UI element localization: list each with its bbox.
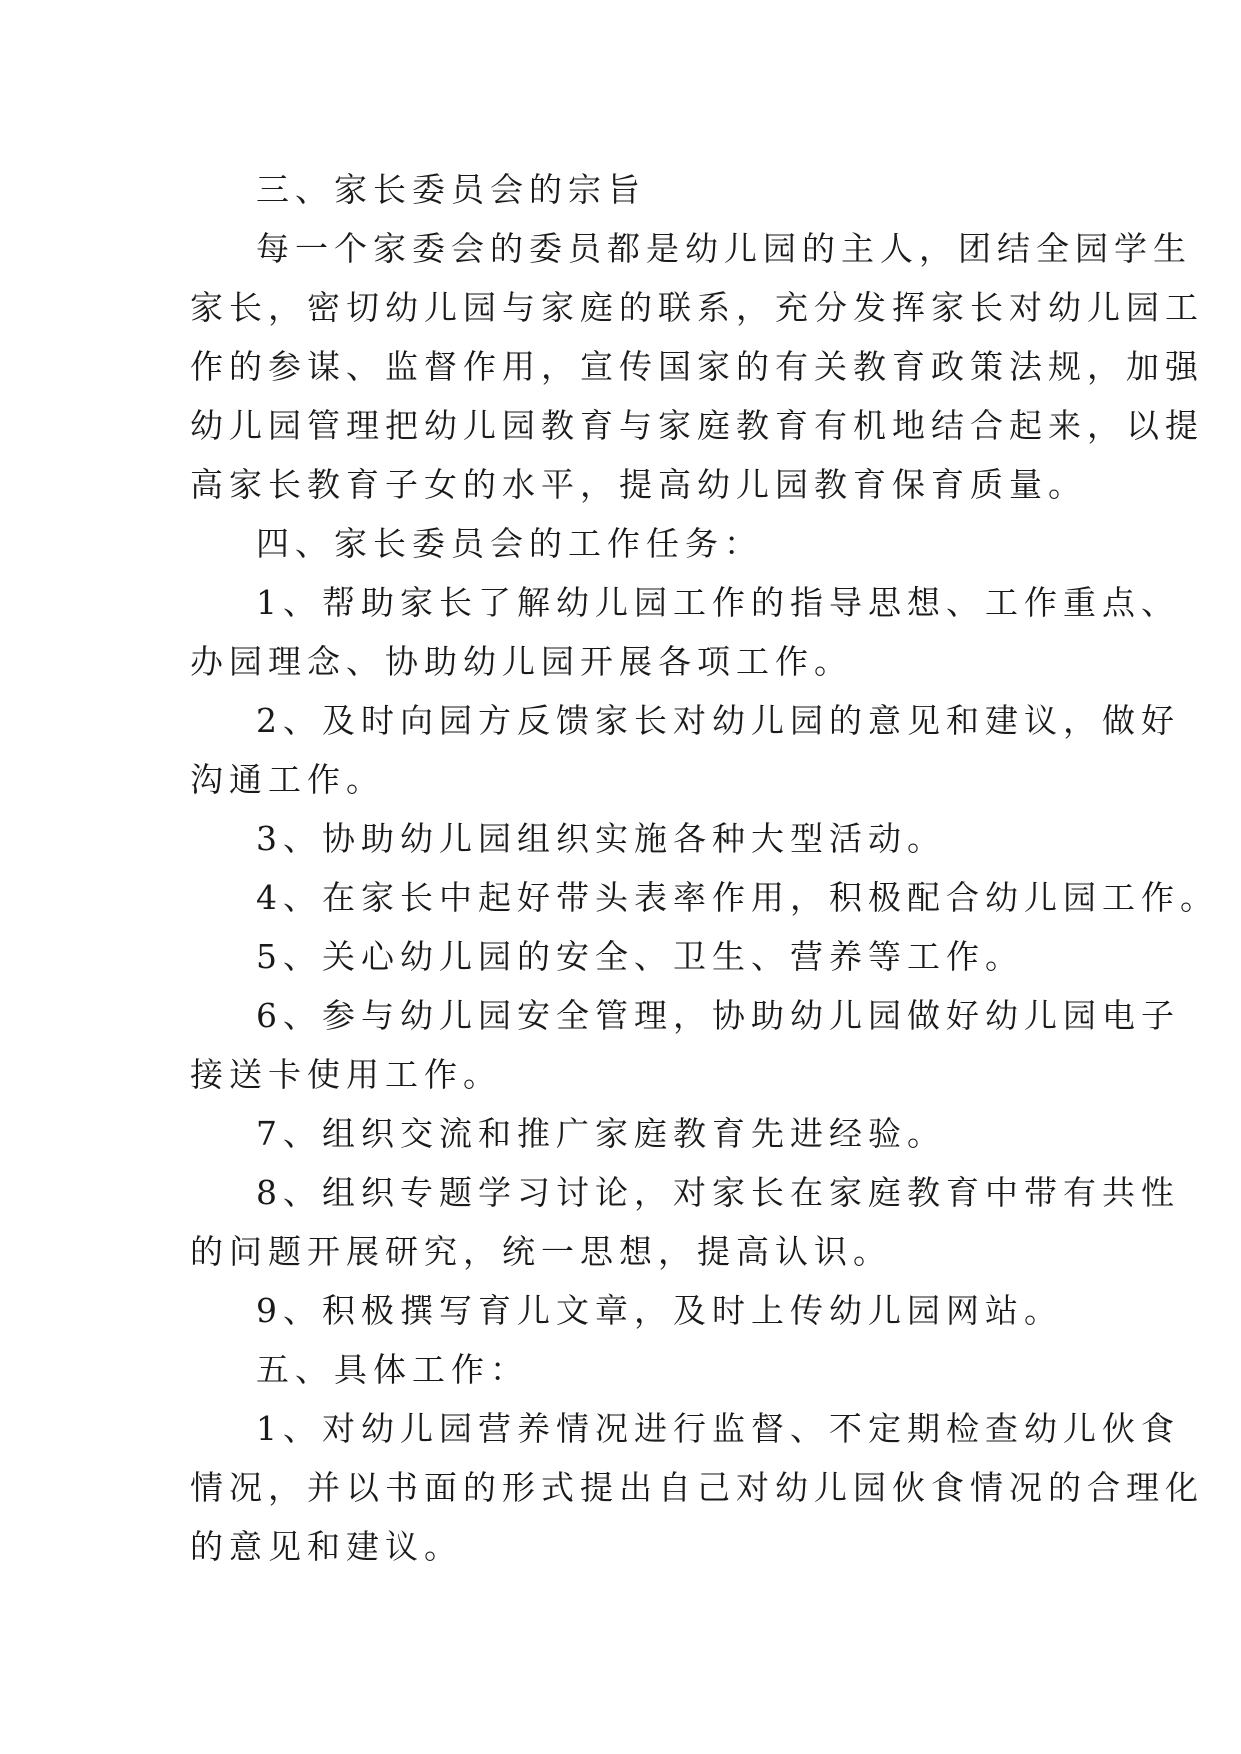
- paragraph: [190, 160, 1070, 219]
- paragraph-first-line: 7、组织交流和推广家庭教育先进经验。: [256, 1114, 946, 1153]
- paragraph-first-line: 每一个家委会的委员都是幼儿园的主人，团结全园学生: [256, 229, 1192, 268]
- paragraph-line: 沟通工作。: [190, 760, 385, 799]
- paragraph-line: 接送卡使用工作。: [190, 1055, 502, 1094]
- document-body: [190, 160, 1219, 1576]
- paragraph-first-line: 四、家长委员会的工作任务：: [256, 524, 763, 563]
- paragraph: [190, 1104, 1070, 1163]
- paragraph-line: 的问题开展研究，统一思想，提高认识。: [190, 1232, 892, 1271]
- paragraph-first-line: 3、协助幼儿园组织实施各种大型活动。: [256, 819, 946, 858]
- paragraph-first-line: 1、对幼儿园营养情况进行监督、不定期检查幼儿伙食: [256, 1409, 1180, 1448]
- paragraph-line: 办园理念、协助幼儿园开展各项工作。: [190, 642, 853, 681]
- paragraph: [190, 868, 1219, 927]
- paragraph: [190, 219, 1204, 514]
- paragraph: [190, 573, 1180, 691]
- paragraph-first-line: 五、具体工作：: [256, 1350, 529, 1389]
- paragraph-first-line: 2、及时向园方反馈家长对幼儿园的意见和建议，做好: [256, 701, 1180, 740]
- paragraph-first-line: 1、帮助家长了解幼儿园工作的指导思想、工作重点、: [256, 583, 1180, 622]
- paragraph: [190, 1399, 1204, 1576]
- paragraph-line: 作的参谋、监督作用，宣传国家的有关教育政策法规，加强: [190, 347, 1204, 386]
- paragraph-line: 情况，并以书面的形式提出自己对幼儿园伙食情况的合理化: [190, 1468, 1204, 1507]
- paragraph-line: 的意见和建议。: [190, 1527, 463, 1566]
- paragraph-first-line: 9、积极撰写育儿文章，及时上传幼儿园网站。: [256, 1291, 1063, 1330]
- paragraph-first-line: 8、组织专题学习讨论，对家长在家庭教育中带有共性: [256, 1173, 1180, 1212]
- paragraph: [190, 986, 1180, 1104]
- paragraph-line: 高家长教育子女的水平，提高幼儿园教育保育质量。: [190, 465, 1087, 504]
- paragraph: [190, 514, 1070, 573]
- paragraph: [190, 1340, 1070, 1399]
- paragraph: [190, 1163, 1180, 1281]
- paragraph: [190, 927, 1070, 986]
- paragraph-first-line: 三、家长委员会的宗旨: [256, 170, 646, 209]
- paragraph-line: 幼儿园管理把幼儿园教育与家庭教育有机地结合起来，以提: [190, 406, 1204, 445]
- paragraph: [190, 809, 1070, 868]
- paragraph-first-line: 6、参与幼儿园安全管理，协助幼儿园做好幼儿园电子: [256, 996, 1180, 1035]
- paragraph: [190, 691, 1180, 809]
- paragraph-line: 家长，密切幼儿园与家庭的联系，充分发挥家长对幼儿园工: [190, 288, 1204, 327]
- paragraph-first-line: 5、关心幼儿园的安全、卫生、营养等工作。: [256, 937, 1024, 976]
- paragraph: [190, 1281, 1070, 1340]
- paragraph-first-line: 4、在家长中起好带头表率作用，积极配合幼儿园工作。: [256, 878, 1219, 917]
